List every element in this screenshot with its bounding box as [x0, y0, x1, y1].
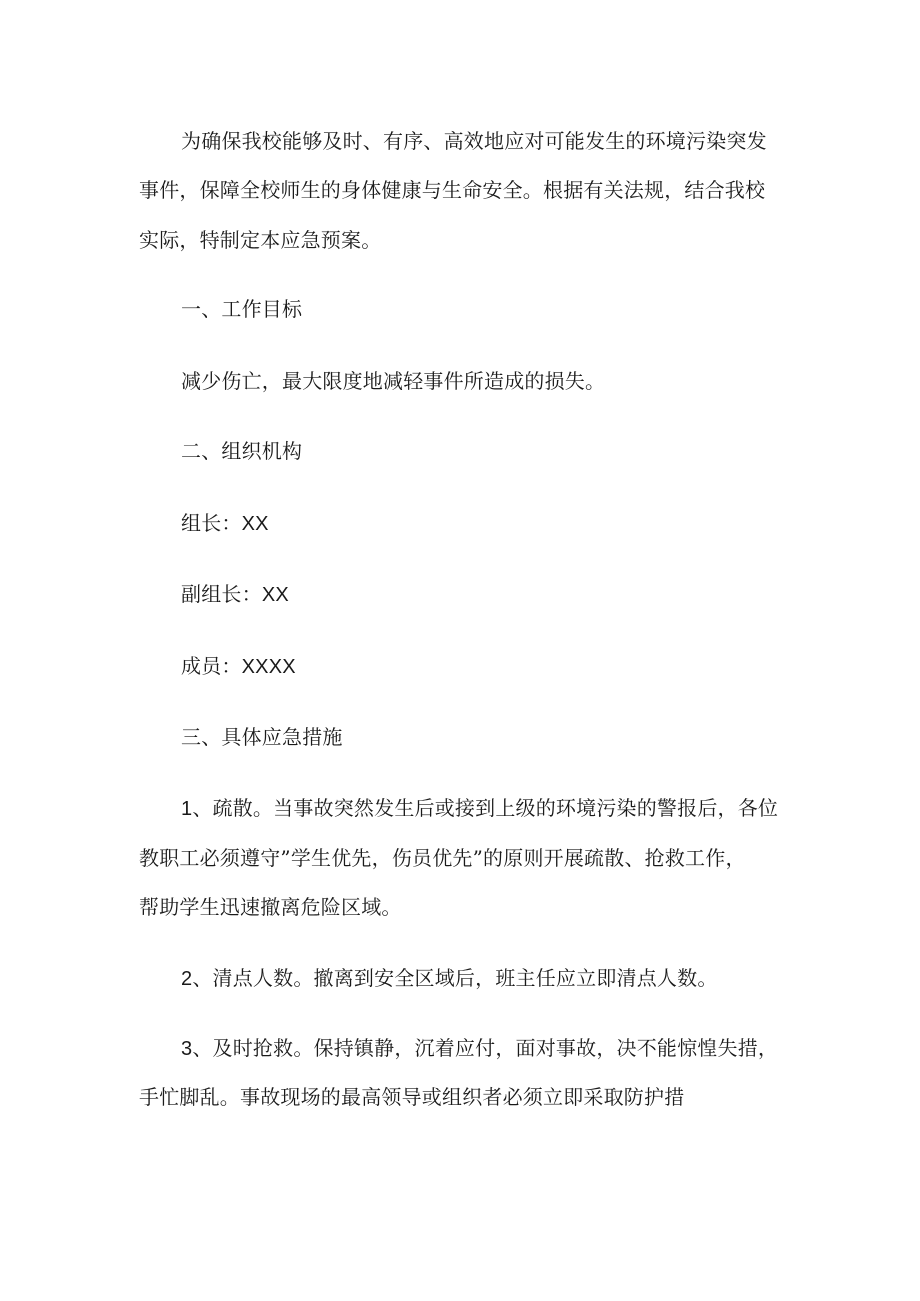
measure-3-line-2: 手忙脚乱。事故现场的最高领导或组织者必须立即采取防护措 — [139, 1085, 685, 1109]
measure-2-number: 2 — [181, 968, 193, 990]
section-2-heading: 二、组织机构 — [181, 439, 303, 463]
members-value: XXXX — [241, 656, 296, 678]
leader-value: XX — [241, 513, 269, 535]
members-label: 成员： — [181, 654, 242, 678]
measure-1-number: 1 — [181, 798, 193, 820]
leader-label: 组长： — [181, 511, 242, 535]
measure-1-line-2: 教职工必须遵守”学生优先，伤员优先”的原则开展疏散、抢救工作， — [139, 846, 746, 870]
measure-1-line-3: 帮助学生迅速撤离危险区域。 — [139, 895, 402, 919]
measure-3-line-1 — [181, 1036, 778, 1061]
measure-2-text: 、清点人数。撤离到安全区域后，班主任应立即清点人数。 — [192, 966, 718, 990]
measure-1-line-1 — [181, 796, 778, 821]
measure-2-line-1 — [181, 966, 718, 991]
leader-line — [181, 511, 269, 536]
section-3-heading: 三、具体应急措施 — [181, 725, 343, 749]
deputy-leader-value: XX — [261, 584, 289, 606]
measure-1-text: 、疏散。当事故突然发生后或接到上级的环境污染的警报后，各位 — [192, 796, 779, 820]
members-line — [181, 654, 296, 679]
intro-paragraph-line-3: 实际，特制定本应急预案。 — [139, 228, 382, 252]
deputy-leader-label: 副组长： — [181, 582, 262, 606]
section-1-text: 减少伤亡，最大限度地减轻事件所造成的损失。 — [181, 369, 606, 393]
section-1-heading: 一、工作目标 — [181, 297, 303, 321]
deputy-leader-line — [181, 582, 289, 607]
measure-3-text: 、及时抢救。保持镇静，沉着应付，面对事故，决不能惊惶失措， — [192, 1036, 779, 1060]
intro-paragraph-line-2: 事件，保障全校师生的身体健康与生命安全。根据有关法规，结合我校 — [139, 178, 766, 202]
intro-paragraph-line-1: 为确保我校能够及时、有序、高效地应对可能发生的环境污染突发 — [181, 129, 767, 153]
measure-3-number: 3 — [181, 1038, 193, 1060]
